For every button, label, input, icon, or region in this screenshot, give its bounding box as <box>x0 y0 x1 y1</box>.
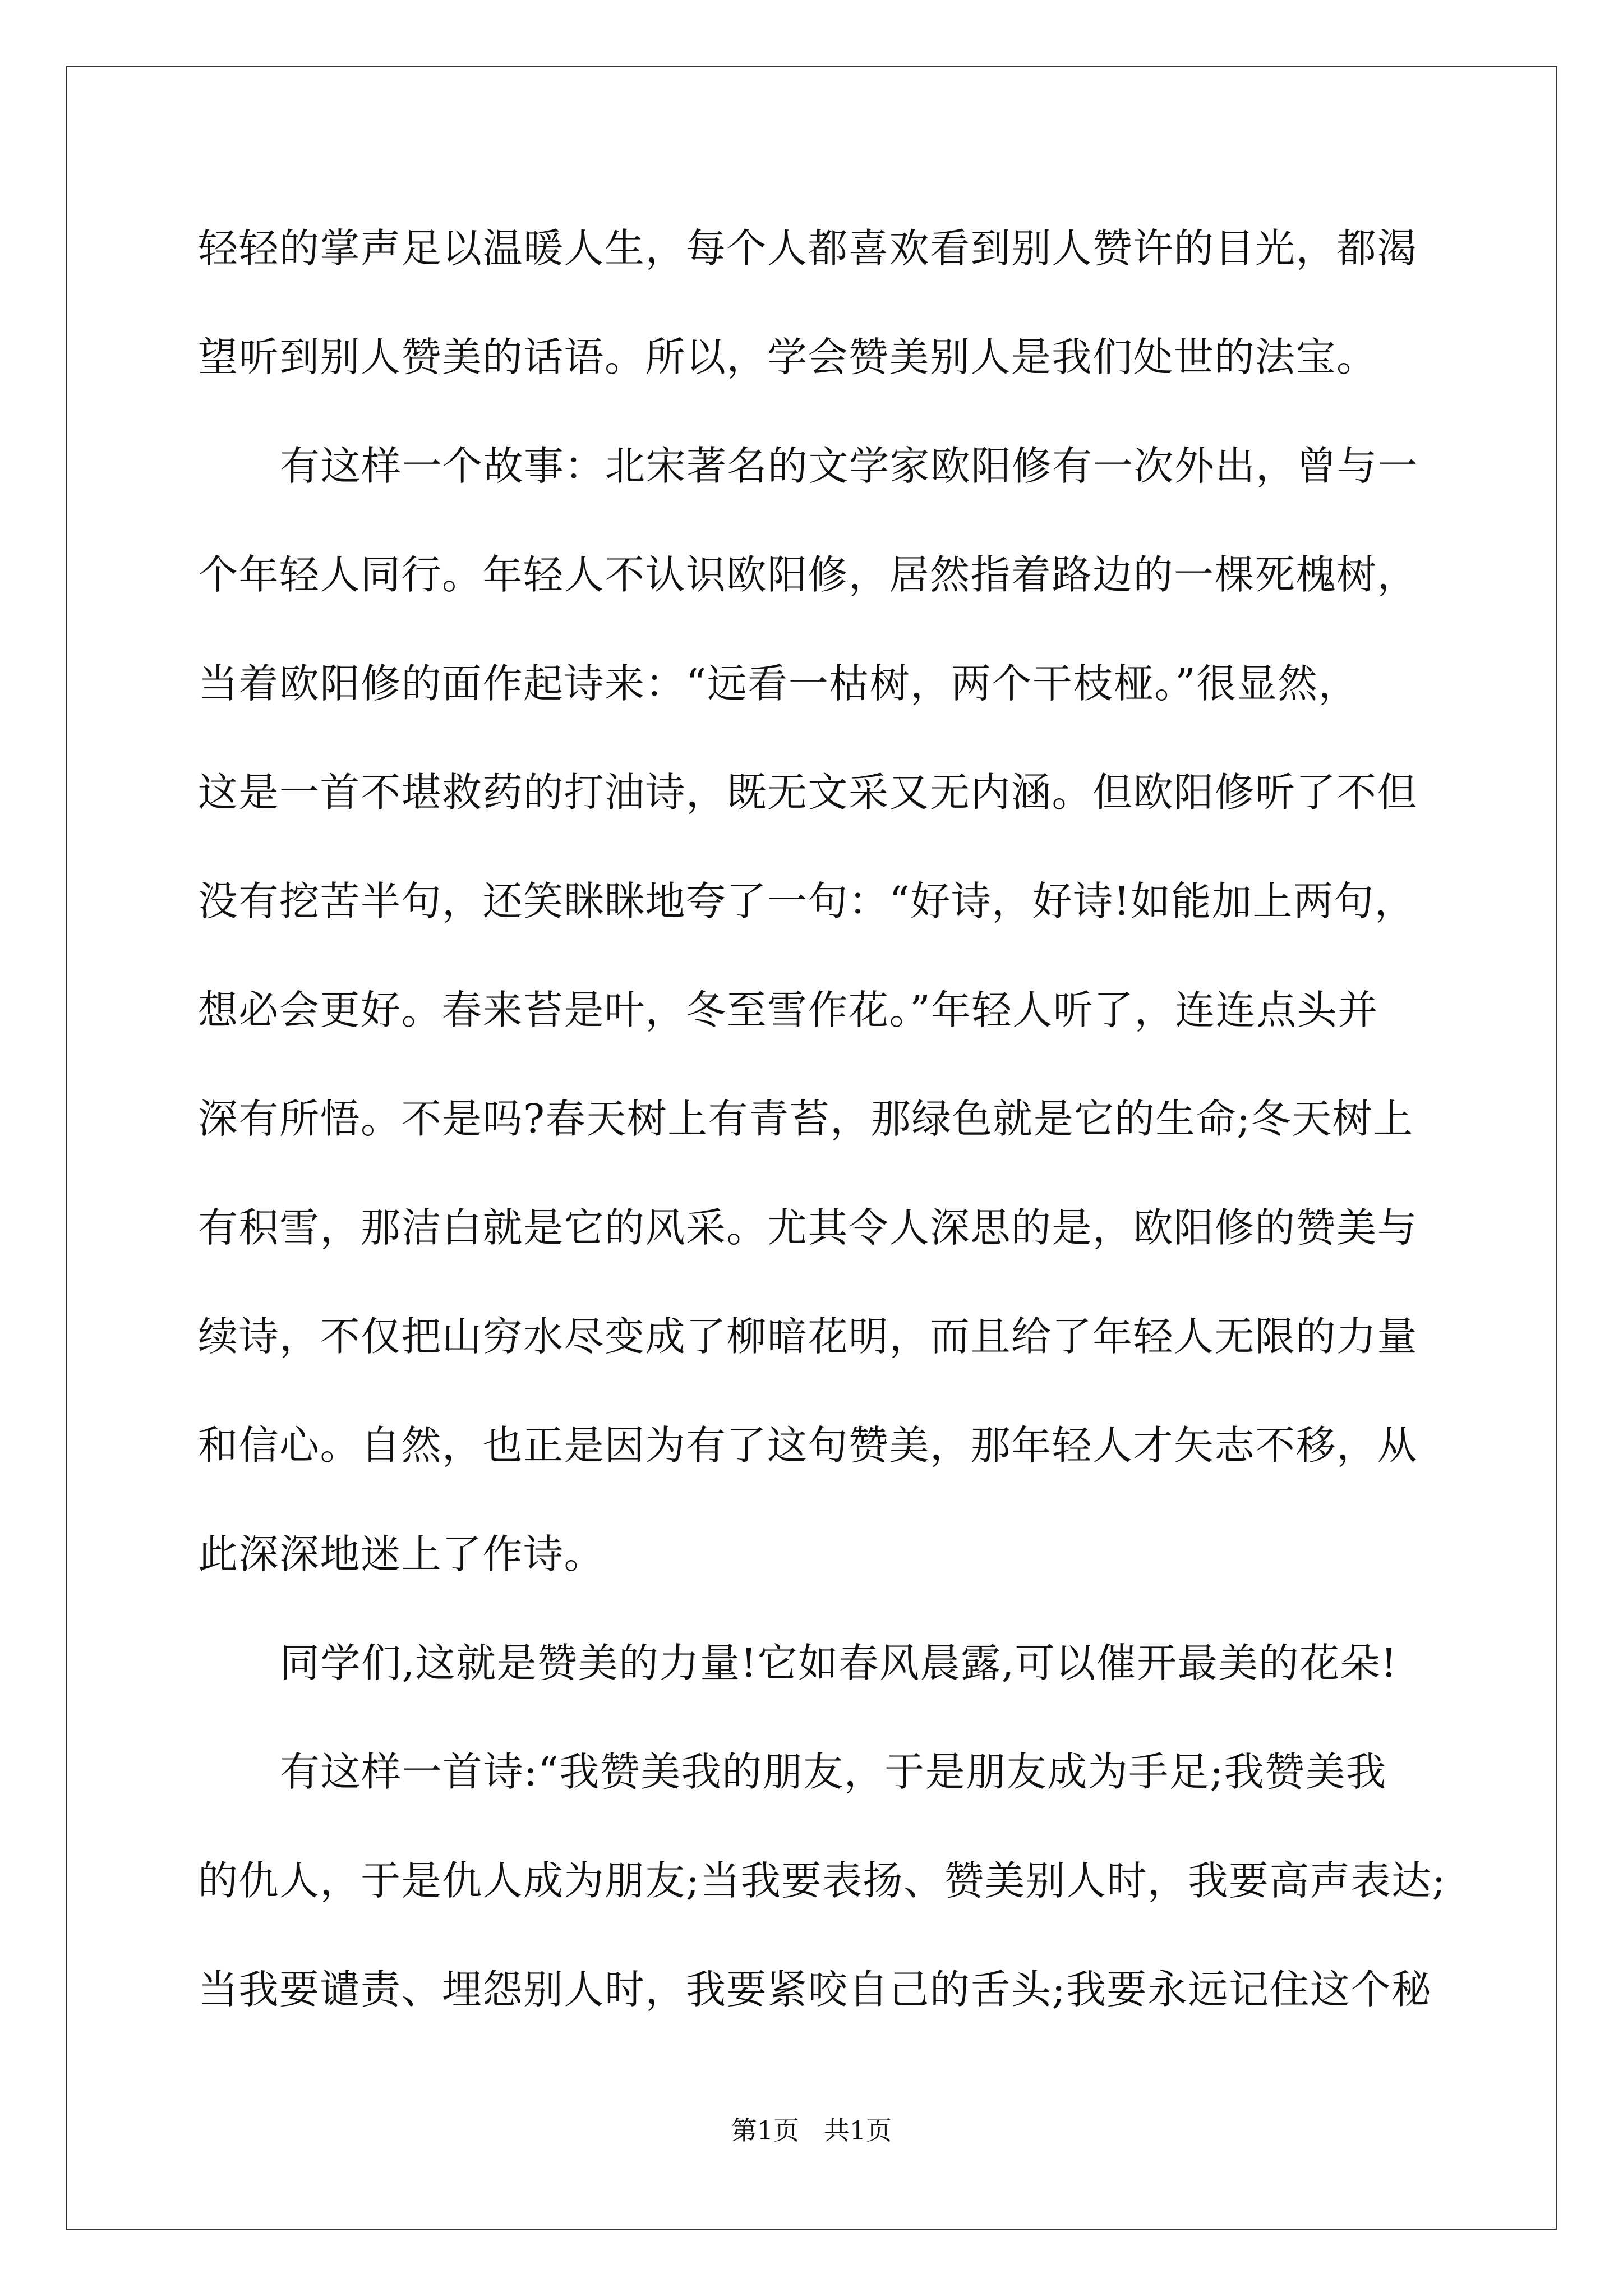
text-line: 当我要谴责、埋怨别人时，我要紧咬自己的舌头;我要永远记住这个秘 <box>198 1966 1432 2013</box>
text-line: 的仇人，于是仇人成为朋友;当我要表扬、赞美别人时，我要高声表达; <box>198 1857 1446 1904</box>
page-number-footer: 第1页 共1页 <box>731 2115 892 2146</box>
text-line: 有这样一首诗:“我赞美我的朋友，于是朋友成为手足;我赞美我 <box>280 1749 1387 1795</box>
text-line: 这是一首不堪救药的打油诗，既无文采又无内涵。但欧阳修听了不但 <box>198 769 1418 816</box>
text-line: 同学们,这就是赞美的力量!它如春风晨露,可以催开最美的花朵! <box>280 1640 1398 1686</box>
text-line: 深有所悟。不是吗?春天树上有青苔，那绿色就是它的生命;冬天树上 <box>198 1096 1414 1142</box>
text-line: 有这样一个故事：北宋著名的文学家欧阳修有一次外出，曾与一 <box>280 443 1419 489</box>
text-line: 个年轻人同行。年轻人不认识欧阳修，居然指着路边的一棵死槐树， <box>198 551 1418 598</box>
text-line: 望听到别人赞美的话语。所以，学会赞美别人是我们处世的法宝。 <box>198 334 1377 380</box>
text-line: 有积雪，那洁白就是它的风采。尤其令人深思的是，欧阳修的赞美与 <box>198 1204 1418 1251</box>
text-line: 续诗，不仅把山穷水尽变成了柳暗花明，而且给了年轻人无限的力量 <box>198 1313 1418 1360</box>
text-line: 轻轻的掌声足以温暖人生，每个人都喜欢看到别人赞许的目光，都渴 <box>198 225 1418 272</box>
text-line: 此深深地迷上了作诗。 <box>198 1531 605 1577</box>
text-line: 没有挖苦半句，还笑眯眯地夸了一句：“好诗，好诗!如能加上两句， <box>198 878 1415 924</box>
text-line: 想必会更好。春来苔是叶，冬至雪作花。”年轻人听了，连连点头并 <box>198 987 1378 1033</box>
text-line: 和信心。自然，也正是因为有了这句赞美，那年轻人才矢志不移，从 <box>198 1422 1418 1469</box>
text-line: 当着欧阳修的面作起诗来：“远看一枯树，两个干枝桠。”很显然， <box>198 660 1359 707</box>
